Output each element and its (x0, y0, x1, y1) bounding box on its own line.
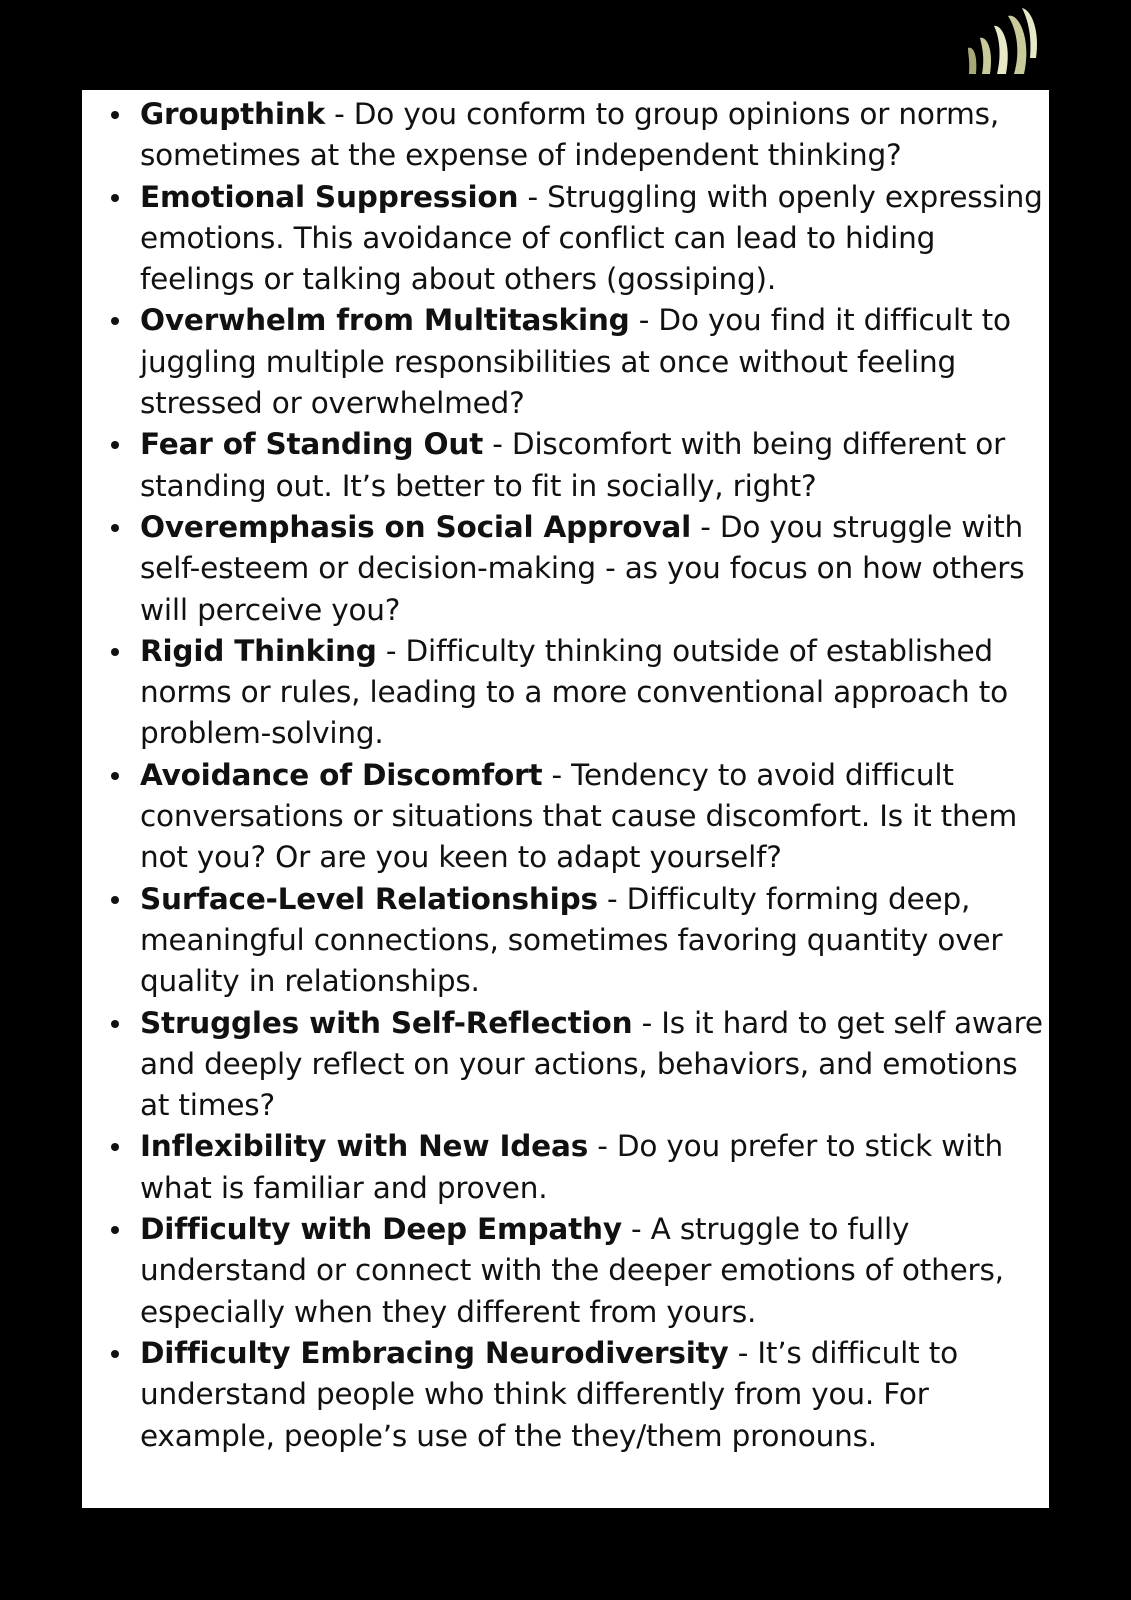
item-term: Difficulty Embracing Neurodiversity (140, 1335, 729, 1370)
item-description: - It’s difficult to understand people who think differently from you. For example, people’s use of the they/them pronouns. (140, 1335, 958, 1453)
list-item (140, 1333, 1046, 1457)
list-item (140, 631, 1046, 755)
item-description: - A struggle to fully understand or connect with the deeper emotions of others, especially when they different from yours. (140, 1212, 1004, 1329)
list-item (140, 507, 1046, 631)
item-description: - Do you conform to group opinions or norms, sometimes at the expense of independent thinking? (140, 97, 1000, 173)
item-description: - Discomfort with being different or standing out. It’s better to fit in socially, right? (140, 427, 1006, 503)
list-item (140, 1003, 1046, 1127)
item-description: - Struggling with openly expressing emotions. This avoidance of conflict can lead to hiding feelings or talking about others (gossiping). (140, 179, 1043, 297)
item-term: Surface-Level Relationships (140, 881, 598, 916)
item-term: Fear of Standing Out (140, 427, 484, 462)
item-term: Struggles with Self-Reflection (140, 1005, 633, 1040)
list-item (140, 300, 1046, 424)
content-card (82, 90, 1049, 1508)
list-item (140, 879, 1046, 1003)
item-term: Overwhelm from Multitasking (140, 303, 630, 338)
list-item (140, 1126, 1046, 1209)
item-description: - Tendency to avoid difficult conversations or situations that cause discomfort. Is it them not you? Or are you keen to adapt yourself? (140, 757, 1018, 875)
item-description: - Difficulty forming deep, meaningful connections, sometimes favoring quantity over quality in relationships. (140, 881, 1003, 999)
wave-stripes-logo-icon (966, 8, 1040, 74)
list-item (140, 94, 1046, 177)
item-description: - Do you struggle with self-esteem or decision-making - as you focus on how others will perceive you? (140, 509, 1025, 627)
item-term: Overemphasis on Social Approval (140, 509, 692, 544)
list-item (140, 177, 1046, 301)
item-term: Difficulty with Deep Empathy (140, 1212, 622, 1247)
list-item (140, 1209, 1046, 1333)
item-term: Inflexibility with New Ideas (140, 1129, 589, 1164)
item-term: Rigid Thinking (140, 633, 377, 668)
list-item (140, 424, 1046, 507)
item-term: Emotional Suppression (140, 179, 519, 214)
item-description: - Do you prefer to stick with what is familiar and proven. (140, 1129, 1003, 1205)
item-term: Groupthink (140, 97, 325, 131)
trait-list (140, 94, 1046, 1457)
item-description: - Is it hard to get self aware and deeply reflect on your actions, behaviors, and emotions at times? (140, 1005, 1043, 1123)
item-description: - Difficulty thinking outside of established norms or rules, leading to a more conventional approach to problem-solving. (140, 633, 1008, 751)
item-description: - Do you find it difficult to juggling multiple responsibilities at once without feeling stressed or overwhelmed? (140, 303, 1011, 421)
item-term: Avoidance of Discomfort (140, 757, 543, 792)
list-item (140, 755, 1046, 879)
